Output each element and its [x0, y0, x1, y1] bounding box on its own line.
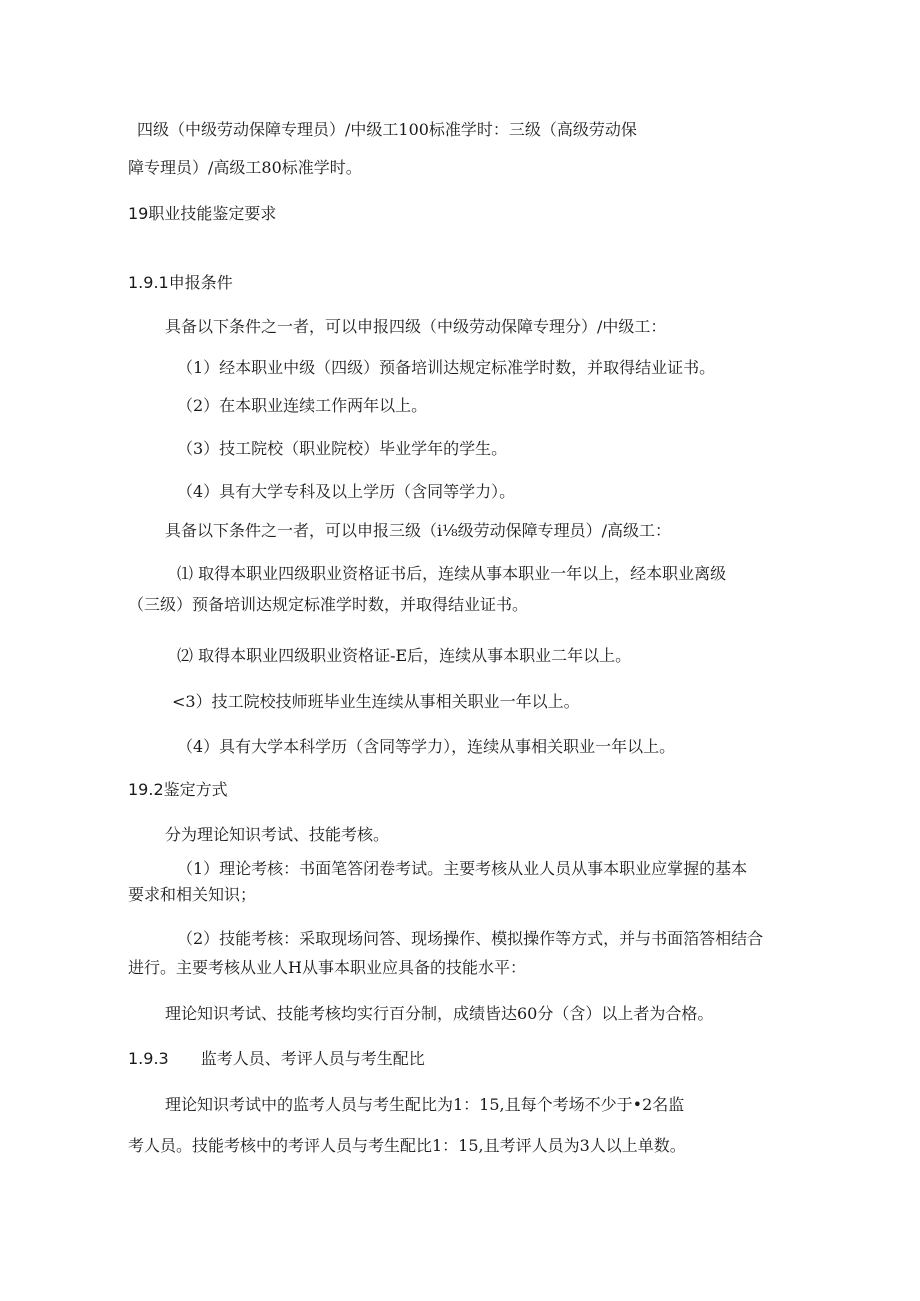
list-item: （2）技能考核：采取现场问答、现场操作、模拟操作等方式，并与书面箔答相结合	[177, 929, 764, 948]
list-item: ⑴ 取得本职业四级职业资格证书后，连续从事本职业一年以上，经本职业离级	[177, 564, 727, 583]
list-item: （3）技工院校（职业院校）毕业学年的学生。	[177, 439, 508, 458]
text-line: 具备以下条件之一者，可以申报三级（i⅛级劳动保障专理员）/高级工：	[165, 521, 672, 540]
list-item-continued: （三级）预备培训达规定标准学时数，并取得结业证书。	[128, 595, 529, 614]
subsection-heading: 19.2鉴定方式	[128, 780, 228, 799]
list-item-continued: 要求和相关知识；	[128, 885, 257, 904]
text-line: 考人员。技能考核中的考评人员与考生配比1：15,且考评人员为3人以上单数。	[128, 1136, 686, 1155]
text-line: 理论知识考试、技能考核均实行百分制，成绩皆达60分（含）以上者为合格。	[165, 1004, 714, 1023]
subsection-heading: 1.9.3 监考人员、考评人员与考生配比	[128, 1049, 425, 1068]
list-item: <3）技工院校技师班毕业生连续从事相关职业一年以上。	[172, 692, 580, 711]
text-line: 障专理员）/高级工80标准学时。	[128, 158, 362, 177]
list-item: （4）具有大学专科及以上学历（含同等学力）。	[177, 482, 516, 501]
text-line: 分为理论知识考试、技能考核。	[165, 825, 390, 844]
list-item: （1）理论考核：书面笔答闭卷考试。主要考核从业人员从事本职业应掌握的基本	[177, 859, 748, 878]
text-line: 具备以下条件之一者，可以申报四级（中级劳动保障专理分）/中级工：	[165, 317, 667, 336]
list-item: ⑵ 取得本职业四级职业资格证-E后，连续从事本职业二年以上。	[177, 646, 632, 665]
list-item: （2）在本职业连续工作两年以上。	[177, 396, 428, 415]
text-line: 四级（中级劳动保障专理员）/中级工100标准学时：三级（高级劳动保	[137, 120, 637, 139]
list-item: （1）经本职业中级（四级）预备培训达规定标准学时数，并取得结业证书。	[177, 358, 716, 377]
text-line: 理论知识考试中的监考人员与考生配比为1：15,且每个考场不少于•2名监	[165, 1095, 685, 1114]
list-item-continued: 进行。主要考核从业人H从事本职业应具备的技能水平：	[128, 958, 526, 977]
list-item: （4）具有大学本科学历（含同等学力），连续从事相关职业一年以上。	[177, 737, 676, 756]
subsection-heading: 1.9.1申报条件	[128, 273, 233, 292]
section-heading: 19职业技能鉴定要求	[128, 204, 277, 223]
